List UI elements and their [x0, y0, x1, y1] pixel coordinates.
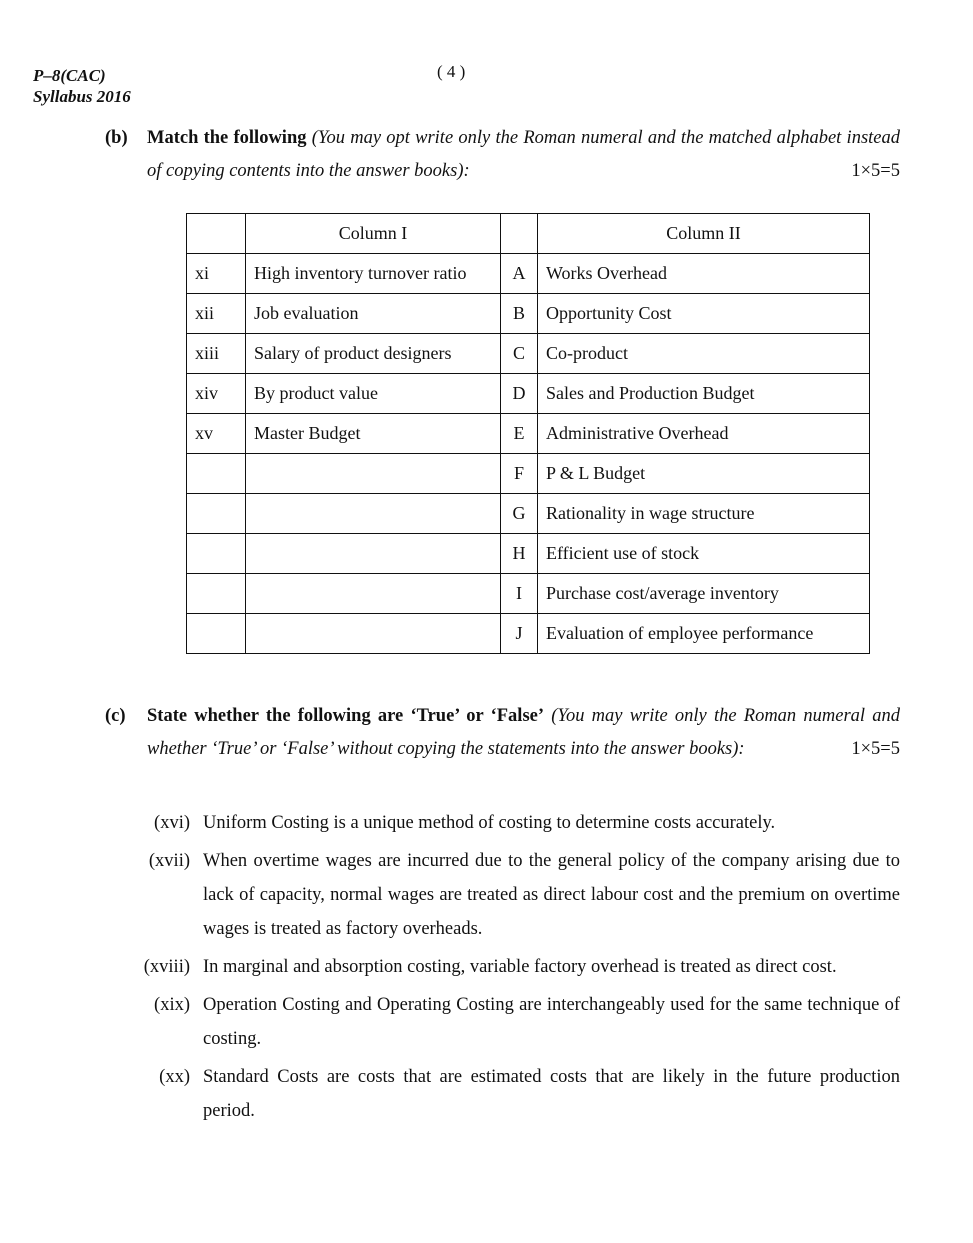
table-cell-c1	[246, 454, 501, 494]
table-cell-letter: E	[501, 414, 538, 454]
table-cell-letter: C	[501, 334, 538, 374]
table-cell-num: xii	[187, 294, 246, 334]
question-b	[105, 122, 900, 188]
table-cell-c1: Job evaluation	[246, 294, 501, 334]
table-cell-c1	[246, 614, 501, 654]
table-cell-num: xiii	[187, 334, 246, 374]
question-title: Match the following	[147, 128, 307, 148]
table-cell-letter: H	[501, 534, 538, 574]
question-title: State whether the following are ‘True’ or ‘False’	[147, 706, 545, 726]
statement-item	[120, 844, 900, 946]
table-row	[187, 374, 870, 414]
table-cell-letter: G	[501, 494, 538, 534]
table-cell-letter: J	[501, 614, 538, 654]
table-cell-num	[187, 494, 246, 534]
table-cell-c2: Rationality in wage structure	[538, 494, 870, 534]
table-cell-c2: Evaluation of employee performance	[538, 614, 870, 654]
table-row	[187, 454, 870, 494]
table-row	[187, 534, 870, 574]
table-cell-c2: Purchase cost/average inventory	[538, 574, 870, 614]
syllabus-year: Syllabus 2016	[33, 87, 131, 106]
table-cell-letter: B	[501, 294, 538, 334]
statement-item	[120, 950, 900, 984]
paper-code: P–8(CAC)	[33, 66, 106, 85]
table-cell-num	[187, 614, 246, 654]
table-cell-num	[187, 574, 246, 614]
table-cell-c2: P & L Budget	[538, 454, 870, 494]
statement-item	[120, 988, 900, 1056]
table-row	[187, 254, 870, 294]
statement-number: (xvii)	[148, 851, 190, 871]
table-cell-c1: High inventory turnover ratio	[246, 254, 501, 294]
table-cell-num: xv	[187, 414, 246, 454]
page-number: ( 4 )	[437, 62, 466, 81]
table-cell-letter: D	[501, 374, 538, 414]
table-cell-c2: Efficient use of stock	[538, 534, 870, 574]
statement-item	[120, 806, 900, 840]
question-instruction: (You may write only the Roman numeral and whether ‘True’ or ‘False’ without copying the statements into the answer books):	[147, 706, 900, 759]
table-cell-letter: A	[501, 254, 538, 294]
table-cell-letter: I	[501, 574, 538, 614]
table-cell-c1	[246, 534, 501, 574]
question-c	[105, 700, 900, 766]
table-cell-c2: Administrative Overhead	[538, 414, 870, 454]
table-cell-c2: Works Overhead	[538, 254, 870, 294]
table-cell-c1	[246, 494, 501, 534]
marks: 1×5=5	[851, 739, 900, 759]
table-cell-c1: By product value	[246, 374, 501, 414]
column-header: Column I	[246, 214, 501, 254]
marks: 1×5=5	[851, 161, 900, 181]
statement-text: Uniform Costing is a unique method of costing to determine costs accurately.	[203, 813, 776, 833]
table-cell-c2: Sales and Production Budget	[538, 374, 870, 414]
question-label: (b)	[105, 128, 128, 148]
statement-number: (xviii)	[143, 957, 190, 977]
table-row	[187, 574, 870, 614]
table-cell-letter: F	[501, 454, 538, 494]
statement-text: Standard Costs are costs that are estimated costs that are likely in the future production period.	[203, 1067, 900, 1121]
question-label: (c)	[105, 706, 126, 726]
table-cell-c1: Salary of product designers	[246, 334, 501, 374]
table-cell-num: xi	[187, 254, 246, 294]
match-table	[186, 213, 870, 654]
table-row	[187, 294, 870, 334]
table-row	[187, 334, 870, 374]
statement-text: Operation Costing and Operating Costing are interchangeably used for the same technique of costing.	[203, 995, 900, 1049]
table-cell-num: xiv	[187, 374, 246, 414]
table-header-row	[187, 214, 870, 254]
statement-item	[120, 1060, 900, 1128]
table-row	[187, 614, 870, 654]
table-cell-c1	[246, 574, 501, 614]
statement-number: (xix)	[154, 995, 190, 1015]
table-cell-num	[187, 454, 246, 494]
question-instruction: (You may opt write only the Roman numeral and the matched alphabet instead of copying contents into the answer books):	[147, 128, 900, 181]
statement-text: When overtime wages are incurred due to the general policy of the company arising due to lack of capacity, normal wages are treated as direct labour cost and the premium on overtime wages is treated as factory overheads.	[203, 851, 900, 939]
table-cell-num	[187, 534, 246, 574]
statement-number: (xx)	[159, 1067, 190, 1087]
statement-number: (xvi)	[154, 813, 190, 833]
table-cell-c2: Opportunity Cost	[538, 294, 870, 334]
statement-text: In marginal and absorption costing, variable factory overhead is treated as direct cost.	[203, 957, 837, 977]
table-row	[187, 494, 870, 534]
table-cell-c2: Co-product	[538, 334, 870, 374]
column-header: Column II	[538, 214, 870, 254]
table-cell-c1: Master Budget	[246, 414, 501, 454]
table-row	[187, 414, 870, 454]
